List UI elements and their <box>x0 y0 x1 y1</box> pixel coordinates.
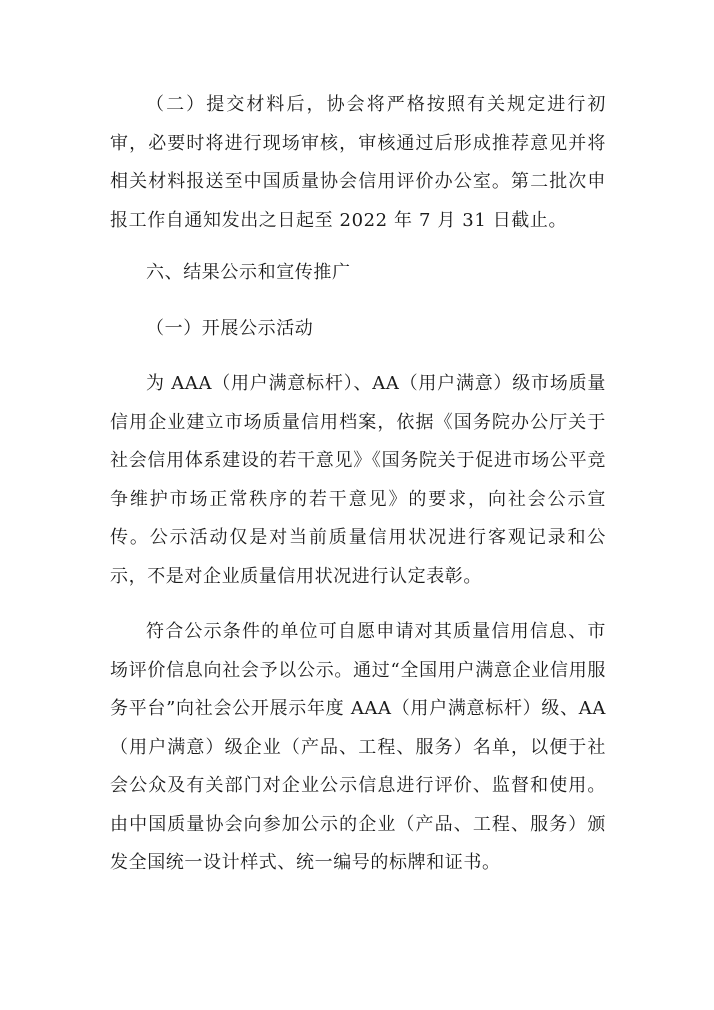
paragraph-publicity-application: 符合公示条件的单位可自愿申请对其质量信用信息、市场评价信息向社会予以公示。通过“全国用户满意企业信用服务平台”向社会公开展示年度 AAA（用户满意标杆）级、AA（用户满意）级企业（产品、工程、服务）名单，以便于社会公众及有关部门对企业公示信息进行评价、监督和使用。由中国质量协会向参加公示的企业（产品、工程、服务）颁发全国统一设计样式、统一编号的标牌和证书。 <box>110 621 606 873</box>
spacer <box>110 293 606 310</box>
paragraph-preliminary-review: （二）提交材料后，协会将严格按照有关规定进行初审，必要时将进行现场审核，审核通过后形成推荐意见并将相关材料报送至中国质量协会信用评价办公室。第二批次申报工作自通知发出之日起至 2022 年 7 月 31 日截止。 <box>110 94 606 231</box>
paragraph-publicity-purpose: 为 AAA（用户满意标杆）、AA（用户满意）级市场质量信用企业建立市场质量信用档案，依据《国务院办公厅关于社会信用体系建设的若干意见》《国务院关于促进市场公平竞争维护市场正常秩序的若干意见》的要求，向社会公示宣传。公示活动仅是对当前质量信用状况进行客观记录和公示，不是对企业质量信用状况进行认定表彰。 <box>110 373 606 587</box>
spacer <box>110 240 606 254</box>
subsection-heading-publicity-activity: （一）开展公示活动 <box>146 317 314 339</box>
spacer <box>110 596 606 613</box>
document-page <box>110 86 606 883</box>
spacer <box>110 348 606 365</box>
section-heading-results-publicity: 六、结果公示和宣传推广 <box>146 262 351 283</box>
